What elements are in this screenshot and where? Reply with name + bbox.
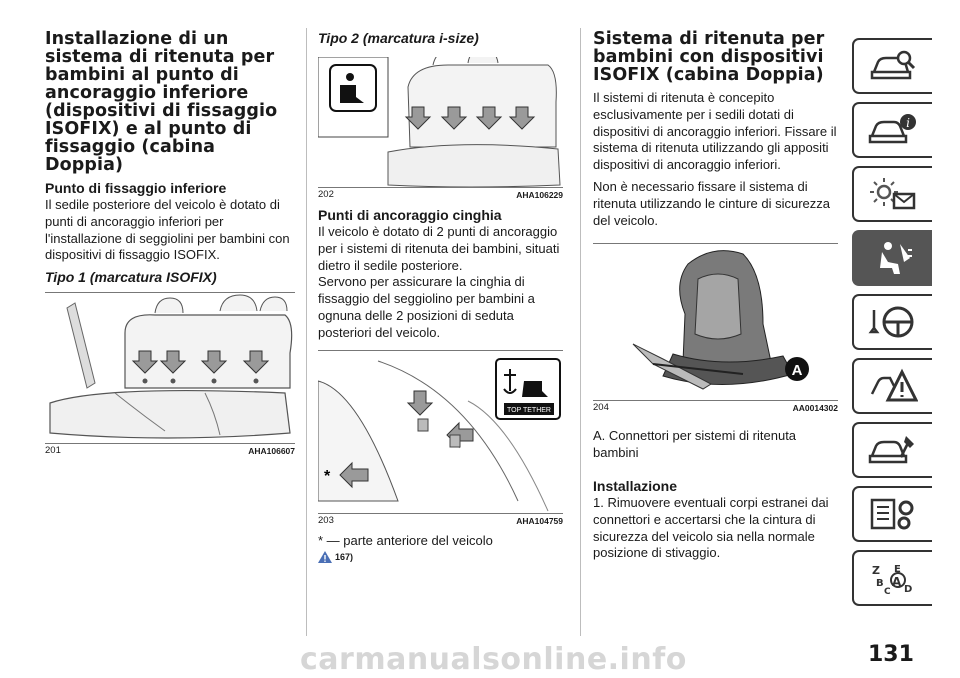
lower-anchor-text: Il sedile posteriore del veicolo è dotato di punti di ancoraggio inferiori per l'installazione di seggiolini per bambini con dispositivi di fissaggio ISOFIX. [45,197,290,263]
svg-text:E: E [894,564,901,575]
specs-gear-icon [868,496,918,532]
figure-code: AHA104759 [516,515,563,526]
svg-text:B: B [876,578,884,589]
figure-201 [45,292,295,457]
figure-number: 203 [318,514,334,526]
column-divider [580,28,581,636]
figure-202 [318,57,563,201]
top-tether-illustration [318,351,563,513]
breakdown-triangle-icon [868,368,918,404]
svg-text:D: D [904,584,913,595]
section-title: Sistema di ritenuta per bambini con dispositivi ISOFIX (cabina Doppia) [593,29,825,85]
child-seat-illustration [593,244,838,400]
column-2 [318,30,563,563]
chapter-tab[interactable] [852,550,932,606]
car-service-icon [868,432,918,468]
key-steering-icon [868,304,918,340]
svg-text:Z: Z [872,564,880,577]
chapter-tab[interactable] [852,486,932,542]
tether-text-1: Il veicolo è dotato di 2 punti di ancoraggio per i sistemi di ritenuta dei bambini, situati dietro il sedile posteriore. [318,224,560,273]
chapter-tab[interactable] [852,358,932,414]
figure-203 [318,350,563,527]
column-1 [45,30,295,463]
chapter-tab[interactable] [852,422,932,478]
warning-reference[interactable] [318,551,563,563]
page-number: 131 [868,642,914,667]
figure-number: 201 [45,445,61,457]
chapter-sidebar [852,38,934,614]
top-tether-label: TOP TETHER [507,406,551,414]
airbag-seat-icon [868,240,918,276]
chapter-tab[interactable] [852,38,932,94]
lower-anchor-heading: Punto di fissaggio inferiore [45,180,227,196]
isofix-text-1: Il sistemi di ritenuta è concepito esclusivamente per i sedili dotati di dispositivi di ancoraggio inferiori. Fissare il sistema di ritenuta utilizzando gli appositi dispositivi di ancoraggio inferiori. [593,90,837,173]
alphabet-index-icon [868,560,918,596]
warning-lights-icon [868,176,918,212]
svg-text:i: i [906,116,910,130]
rear-seat-isofix-illustration [45,293,295,443]
connector-marker-a: A [791,362,803,380]
chapter-tab[interactable] [852,102,932,158]
front-marker: * [324,467,331,485]
chapter-tab[interactable] [852,166,932,222]
rear-seat-isize-illustration [318,57,563,187]
warning-ref-number: 167) [335,552,354,563]
type1-heading: Tipo 1 (marcatura ISOFIX) [45,269,217,286]
chapter-tab-active[interactable] [852,230,932,286]
watermark: carmanualsonline.info [300,642,687,677]
figure-204 [593,243,838,414]
section-title: Installazione di un sistema di ritenuta per bambini al punto di ancoraggio inferiore (dispositivi di fissaggio ISOFIX) e al punto di fissaggio (cabina Doppia) [45,29,278,175]
column-divider [306,28,307,636]
car-info-icon [868,112,918,148]
chapter-tab[interactable] [852,294,932,350]
isofix-text-2: Non è necessario fissare il sistema di ritenuta utilizzando le cinture di sicurezza del veicolo. [593,178,831,228]
figure-number: 204 [593,402,609,414]
tether-heading: Punti di ancoraggio cinghia [318,207,502,223]
figure-legend: A. Connettori per sistemi di ritenuta bambini [593,428,797,461]
figure-code: AHA106607 [248,446,295,457]
car-search-icon [868,48,918,84]
column-3 [593,30,838,567]
figure-code: AHA106229 [516,190,563,200]
type2-heading: Tipo 2 (marcatura i-size) [318,30,479,46]
svg-text:A: A [892,575,902,589]
install-heading: Installazione [593,477,678,494]
footnote: * — parte anteriore del veicolo [318,532,493,548]
figure-number: 202 [318,189,334,200]
figure-code: AA0014302 [792,403,838,414]
tether-text-2: Servono per assicurare la cinghia di fissaggio del seggiolino per bambini a ognuna delle 2 posizioni di seduta posteriori del veicolo. [318,274,535,340]
install-text: 1. Rimuovere eventuali corpi estranei dai connettori e accertarsi che la cintura di sicurezza del veicolo sia nella normale posizione di stivaggio. [593,494,829,561]
svg-text:C: C [884,587,891,596]
warning-icon [318,551,332,563]
